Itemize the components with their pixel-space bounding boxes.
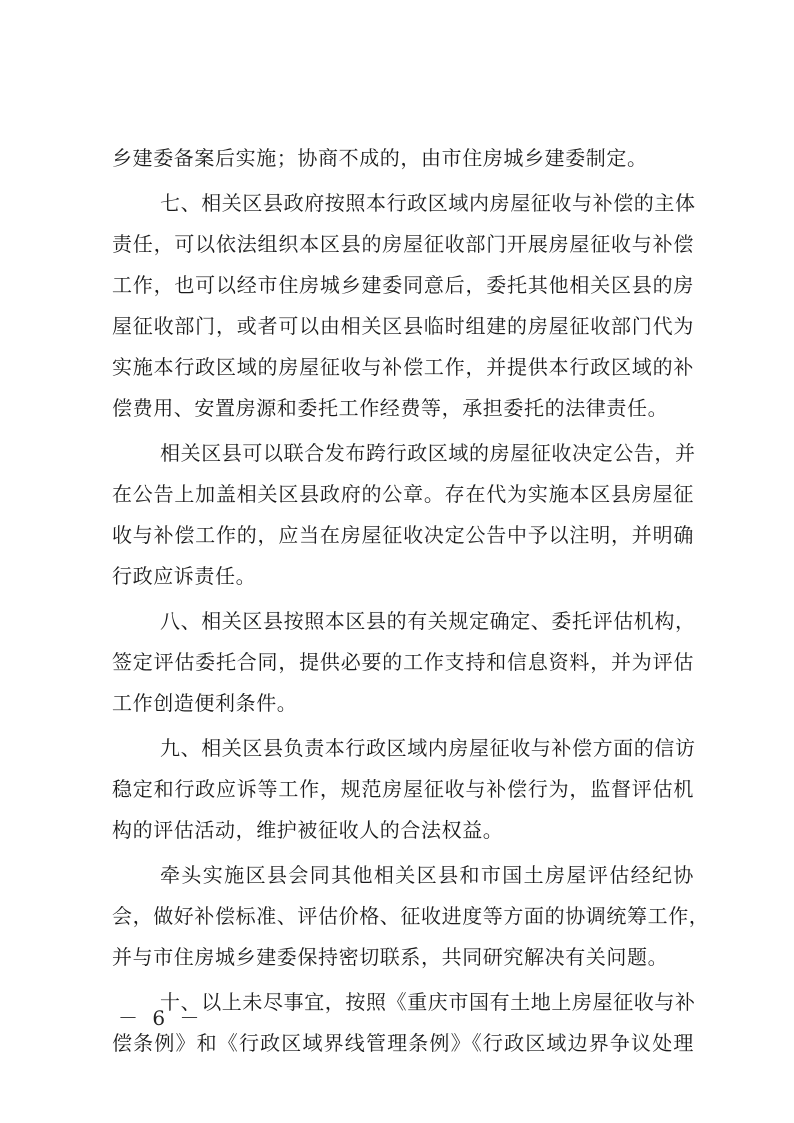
text-line: 稳定和行政应诉等工作，规范房屋征收与补偿行为，监督评估机 xyxy=(112,777,694,801)
page-number: － 6 － xyxy=(118,1006,204,1030)
text-line: 偿条例》和《行政区域界线管理条例》《行政区域边界争议处理 xyxy=(112,1031,694,1055)
text-line: 签定评估委托合同，提供必要的工作支持和信息资料，并为评估 xyxy=(112,650,694,674)
text-line: 工作创造便利条件。 xyxy=(112,691,298,715)
section-nine-line: 九、相关区县负责本行政区域内房屋征收与补偿方面的信访 xyxy=(160,736,696,760)
text-line: 屋征收部门，或者可以由相关区县临时组建的房屋征收部门代为 xyxy=(112,314,694,338)
text-line: 实施本行政区域的房屋征收与补偿工作，并提供本行政区域的补 xyxy=(112,355,694,379)
section-seven-line: 七、相关区县政府按照本行政区域内房屋征收与补偿的主体 xyxy=(160,191,696,215)
paragraph-start-line: 相关区县可以联合发布跨行政区域的房屋征收决定公告，并 xyxy=(160,441,696,465)
text-line: 责任，可以依法组织本区县的房屋征收部门开展房屋征收与补偿 xyxy=(112,232,694,256)
text-line: 收与补偿工作的，应当在房屋征收决定公告中予以注明，并明确 xyxy=(112,523,694,547)
text-line: 会，做好补偿标准、评估价格、征收进度等方面的协调统筹工作， xyxy=(112,904,710,928)
text-line: 构的评估活动，维护被征收人的合法权益。 xyxy=(112,818,504,842)
paragraph-start-line: 牵头实施区县会同其他相关区县和市国土房屋评估经纪协 xyxy=(160,863,694,887)
section-eight-line: 八、相关区县按照本区县的有关规定确定、委托评估机构， xyxy=(160,609,696,633)
document-body xyxy=(112,138,710,1064)
text-line: 在公告上加盖相关区县政府的公章。存在代为实施本区县房屋征 xyxy=(112,482,694,506)
section-ten-line: 十、以上未尽事宜，按照《重庆市国有土地上房屋征收与补 xyxy=(160,990,696,1014)
text-line: 工作，也可以经市住房城乡建委同意后，委托其他相关区县的房 xyxy=(112,273,694,297)
text-line: 并与市住房城乡建委保持密切联系，共同研究解决有关问题。 xyxy=(112,945,669,969)
text-line: 行政应诉责任。 xyxy=(112,564,257,588)
text-line: 偿费用、安置房源和委托工作经费等，承担委托的法律责任。 xyxy=(112,396,669,420)
text-line: 乡建委备案后实施；协商不成的，由市住房城乡建委制定。 xyxy=(112,146,648,170)
